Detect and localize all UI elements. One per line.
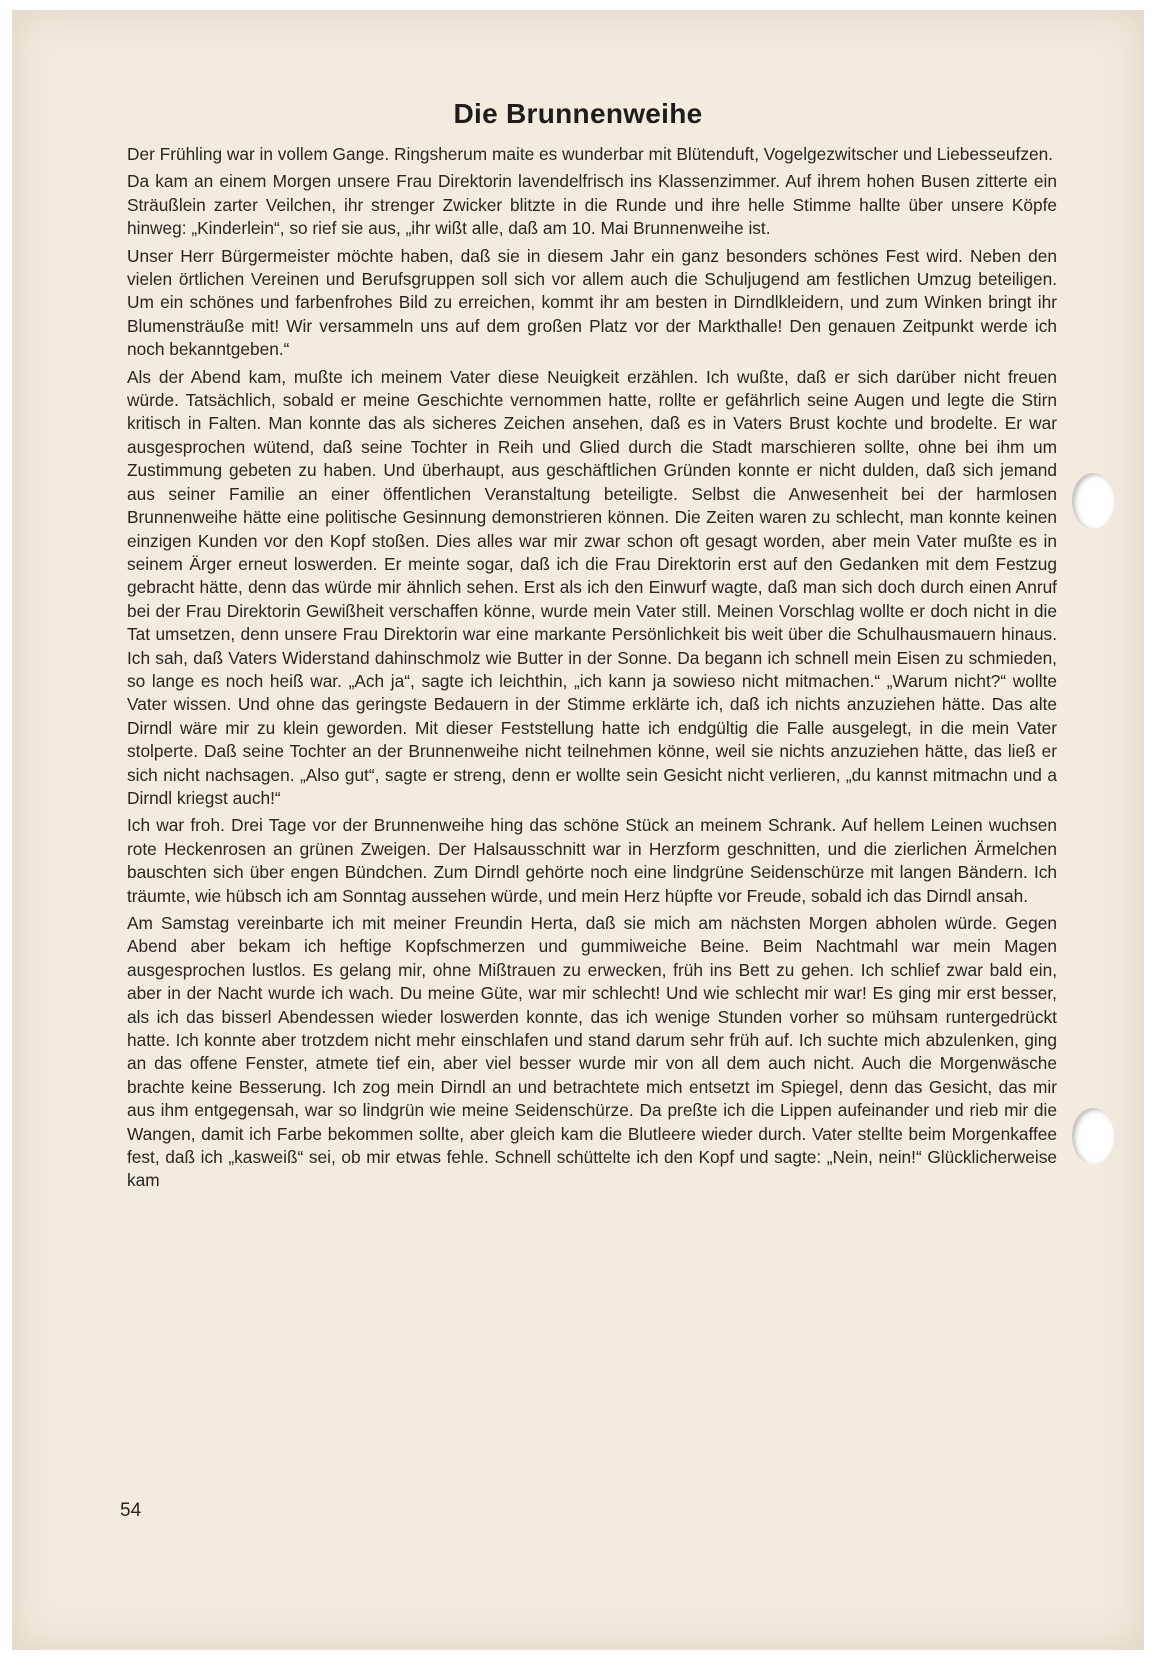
- paragraph: Als der Abend kam, mußte ich meinem Vater diese Neuigkeit erzählen. Ich wußte, daß er sich darüber nicht freuen würde. Tatsächlich, sobald er meine Geschichte vernommen hatte, rollte er gefährlich seine Augen und legte die Stirn kritisch in Falten. Man konnte das als sicheres Zeichen ansehen, daß es in Vaters Brust kochte und brodelte. Er war ausgesprochen wütend, daß seine Tochter in Reih und Glied durch die Stadt marschieren sollte, ohne bei ihm um Zustimmung gebeten zu haben. Und überhaupt, aus geschäftlichen Gründen konnte er nicht dulden, daß sich jemand aus seiner Familie an einer öffentlichen Veranstaltung beteiligte. Selbst die Anwesenheit bei der harmlosen Brunnenweihe hätte eine politische Gesinnung demonstrieren können. Die Zeiten waren zu schlecht, man konnte keinen einzigen Kunden vor den Kopf stoßen. Dies alles war mir zwar schon oft gesagt worden, aber mein Vater mußte es in seinem Ärger erneut loswerden. Er meinte sogar, daß ich die Frau Direktorin erst auf den Gedanken mit dem Festzug gebracht hätte, denn das würde mir ähnlich sehen. Erst als ich den Einwurf wagte, daß man sich doch durch einen Anruf bei der Frau Direktorin Gewißheit verschaffen könne, wurde mein Vater still. Meinen Vorschlag wollte er doch nicht in die Tat umsetzen, denn unsere Frau Direktorin war eine markante Persönlichkeit bis weit über die Schulhausmauern hinaus. Ich sah, daß Vaters Widerstand dahinschmolz wie Butter in der Sonne. Da begann ich schnell mein Eisen zu schmieden, so lange es noch heiß war. „Ach ja“, sagte ich leichthin, „ich kann ja sowieso nicht mitmachen.“ „Warum nicht?“ wollte Vater wissen. Und ohne das geringste Bedauern in der Stimme erklärte ich, daß ich nichts anzuziehen hätte. Das alte Dirndl wäre mir zu klein geworden. Mit dieser Feststellung hatte ich endgültig die Falle ausgelegt, in die mein Vater stolperte. Daß seine Tochter an der Brunnenweihe nicht teilnehmen könne, weil sie nichts anzuziehen hätte, das ließ er sich nicht nachsagen. „Also gut“, sagte er streng, denn er wollte sein Gesicht nicht verlieren, „du kannst mitmachn und a Dirndl kriegst auch!“: [127, 366, 1057, 808]
- punch-hole: [1072, 473, 1114, 529]
- paragraph: Unser Herr Bürgermeister möchte haben, daß sie in diesem Jahr ein ganz besonders schönes Fest wird. Neben den vielen örtlichen Vereinen und Berufsgruppen soll sich vor allem auch die Schuljugend am festlichen Umzug beteiligen. Um ein schönes und farbenfrohes Bild zu erreichen, kommt ihr am besten in Dirndlkleidern, und zum Winken bringt ihr Blumensträuße mit! Wir versammeln uns auf dem großen Platz vor der Markthalle! Den genauen Zeitpunkt werde ich noch bekanntgeben.“: [127, 245, 1057, 360]
- page-number: 54: [120, 1500, 142, 1521]
- paragraph: Der Frühling war in vollem Gange. Ringsherum maite es wunderbar mit Blütenduft, Vogelgezwitscher und Liebesseufzen.: [127, 144, 1053, 164]
- paragraph: Da kam an einem Morgen unsere Frau Direktorin lavendelfrisch ins Klassenzimmer. Auf ihrem hohen Busen zitterte ein Sträußlein zarter Veilchen, ihr strenger Zwicker blitzte in die Runde und ihre helle Stimme hallte über unsere Köpfe hinweg: „Kinderlein“, so rief sie aus, „ihr wißt alle, daß am 10. Mai Brunnenweihe ist.: [127, 171, 1057, 239]
- paragraph: Ich war froh. Drei Tage vor der Brunnenweihe hing das schöne Stück an meinem Schrank. Auf hellem Leinen wuchsen rote Heckenrosen an grünen Zweigen. Der Halsausschnitt war in Herzform geschnitten, und die zierlichen Ärmelchen bauschten sich über engen Bündchen. Zum Dirndl gehörte noch eine lindgrüne Seidenschürze mit langen Bändern. Ich träumte, wie hübsch ich am Sonntag aussehen würde, und mein Herz hüpfte vor Freude, sobald ich das Dirndl ansah.: [127, 815, 1057, 906]
- punch-hole: [1072, 1108, 1114, 1164]
- paragraph: Am Samstag vereinbarte ich mit meiner Freundin Herta, daß sie mich am nächsten Morgen abholen würde. Gegen Abend aber bekam ich heftige Kopfschmerzen und gummiweiche Beine. Beim Nachtmahl war mein Magen ausgesprochen lustlos. Es gelang mir, ohne Mißtrauen zu erwecken, früh ins Bett zu gehen. Ich schlief zwar bald ein, aber in der Nacht wurde ich wach. Du meine Güte, war mir schlecht! Und wie schlecht mir war! Es ging mir erst besser, als ich das bisserl Abendessen wieder loswerden konnte, das ich wenige Stunden vorher so mühsam runtergedrückt hatte. Ich konnte aber trotzdem nicht mehr einschlafen und stand darum sehr früh auf. Ich suchte mich abzulenken, ging an das offene Fenster, atmete tief ein, aber viel besser wurde mir von all dem auch nicht. Auch die Morgenwäsche brachte keine Besserung. Ich zog mein Dirndl an und betrachtete mich entsetzt im Spiegel, denn das Gesicht, das mir aus ihm entgegensah, war so lindgrün wie meine Seidenschürze. Da preßte ich die Lippen aufeinander und rieb mir die Wangen, damit ich Farbe bekommen sollte, aber gleich kam die Blutleere wieder durch. Vater stellte beim Morgenkaffee fest, daß ich „kasweiß“ sei, ob mir etwas fehle. Schnell schüttelte ich den Kopf und sagte: „Nein, nein!“ Glücklicherweise kam: [127, 913, 1057, 1191]
- document-page: [12, 10, 1144, 1650]
- document-title: Die Brunnenweihe: [453, 98, 703, 129]
- body-text: [127, 143, 1057, 1197]
